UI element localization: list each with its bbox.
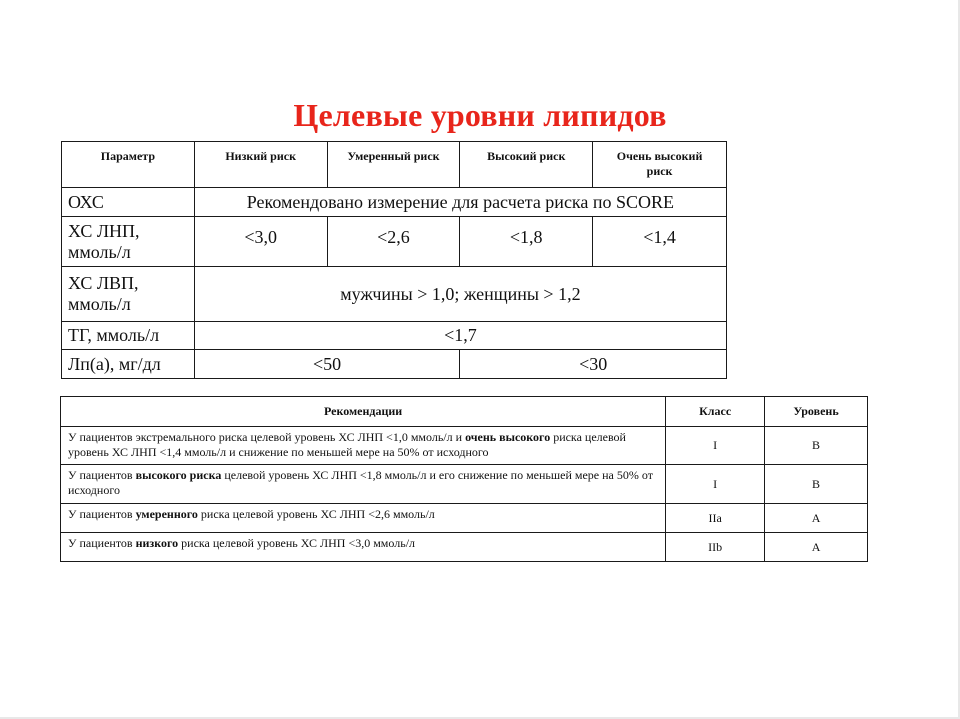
table-row: [61, 465, 868, 504]
table-header-row: [62, 142, 727, 188]
header-cell: Уровень: [765, 397, 868, 427]
table-row: [62, 217, 727, 267]
header-cell: Низкий риск: [194, 142, 327, 188]
table-row: [61, 533, 868, 562]
value-cell: <1,7: [194, 322, 726, 350]
rec-text-part: целевой уровень ХС ЛНП <1,8 ммоль/л и его снижение по меньшей мере на 50% от исходного: [68, 468, 653, 497]
table-row: [61, 504, 868, 533]
class-cell: I: [666, 427, 765, 465]
header-cell: Класс: [666, 397, 765, 427]
lipid-targets-table: [61, 141, 727, 379]
header-cell: Высокий риск: [460, 142, 593, 188]
rec-text-bold: низкого: [135, 536, 179, 550]
rec-text-part: У пациентов: [68, 468, 136, 482]
param-cell: ТГ, ммоль/л: [62, 322, 195, 350]
param-cell: Лп(а), мг/дл: [62, 350, 195, 379]
value-cell: Рекомендовано измерение для расчета риска по SCORE: [194, 188, 726, 217]
header-cell: Параметр: [62, 142, 195, 188]
table-row: [62, 350, 727, 379]
table-header-row: [61, 397, 868, 427]
table-row: [61, 427, 868, 465]
class-cell: IIa: [666, 504, 765, 533]
recommendation-text: [61, 533, 666, 562]
header-cell: Очень высокий риск: [593, 142, 727, 188]
value-cell: <30: [460, 350, 727, 379]
param-cell: ОХС: [62, 188, 195, 217]
header-cell: Рекомендации: [61, 397, 666, 427]
class-cell: IIb: [666, 533, 765, 562]
value-cell: <1,8: [460, 217, 593, 267]
rec-text-part: риска целевой уровень ХС ЛНП <1,4 ммоль/л и снижение по меньшей мере на 50% от исходного: [68, 430, 626, 459]
param-cell: ХС ЛВП, ммоль/л: [62, 267, 195, 322]
rec-text-bold: очень высокого: [465, 430, 551, 444]
rec-text-part: У пациентов: [68, 507, 136, 521]
level-cell: B: [765, 465, 868, 504]
rec-text-bold: высокого риска: [135, 468, 222, 482]
recommendation-text: [61, 427, 666, 465]
class-cell: I: [666, 465, 765, 504]
recommendations-table: [60, 396, 868, 562]
table-row: [62, 267, 727, 322]
header-cell: Умеренный риск: [327, 142, 460, 188]
value-cell: <1,4: [593, 217, 727, 267]
value-cell: мужчины > 1,0; женщины > 1,2: [194, 267, 726, 322]
table-row: [62, 322, 727, 350]
rec-text-bold: умеренного: [135, 507, 198, 521]
value-cell: <50: [194, 350, 460, 379]
level-cell: A: [765, 533, 868, 562]
value-cell: <3,0: [194, 217, 327, 267]
level-cell: A: [765, 504, 868, 533]
rec-text-part: У пациентов экстремального риска целевой уровень ХС ЛНП <1,0 ммоль/л и: [68, 430, 466, 444]
recommendation-text: [61, 504, 666, 533]
rec-text-part: риска целевой уровень ХС ЛНП <3,0 ммоль/л: [178, 536, 416, 550]
value-cell: <2,6: [327, 217, 460, 267]
rec-text-part: риска целевой уровень ХС ЛНП <2,6 ммоль/л: [197, 507, 435, 521]
param-cell: ХС ЛНП, ммоль/л: [62, 217, 195, 267]
rec-text-part: У пациентов: [68, 536, 136, 550]
level-cell: B: [765, 427, 868, 465]
page-title: Целевые уровни липидов: [293, 97, 667, 133]
recommendation-text: [61, 465, 666, 504]
table-row: [62, 188, 727, 217]
